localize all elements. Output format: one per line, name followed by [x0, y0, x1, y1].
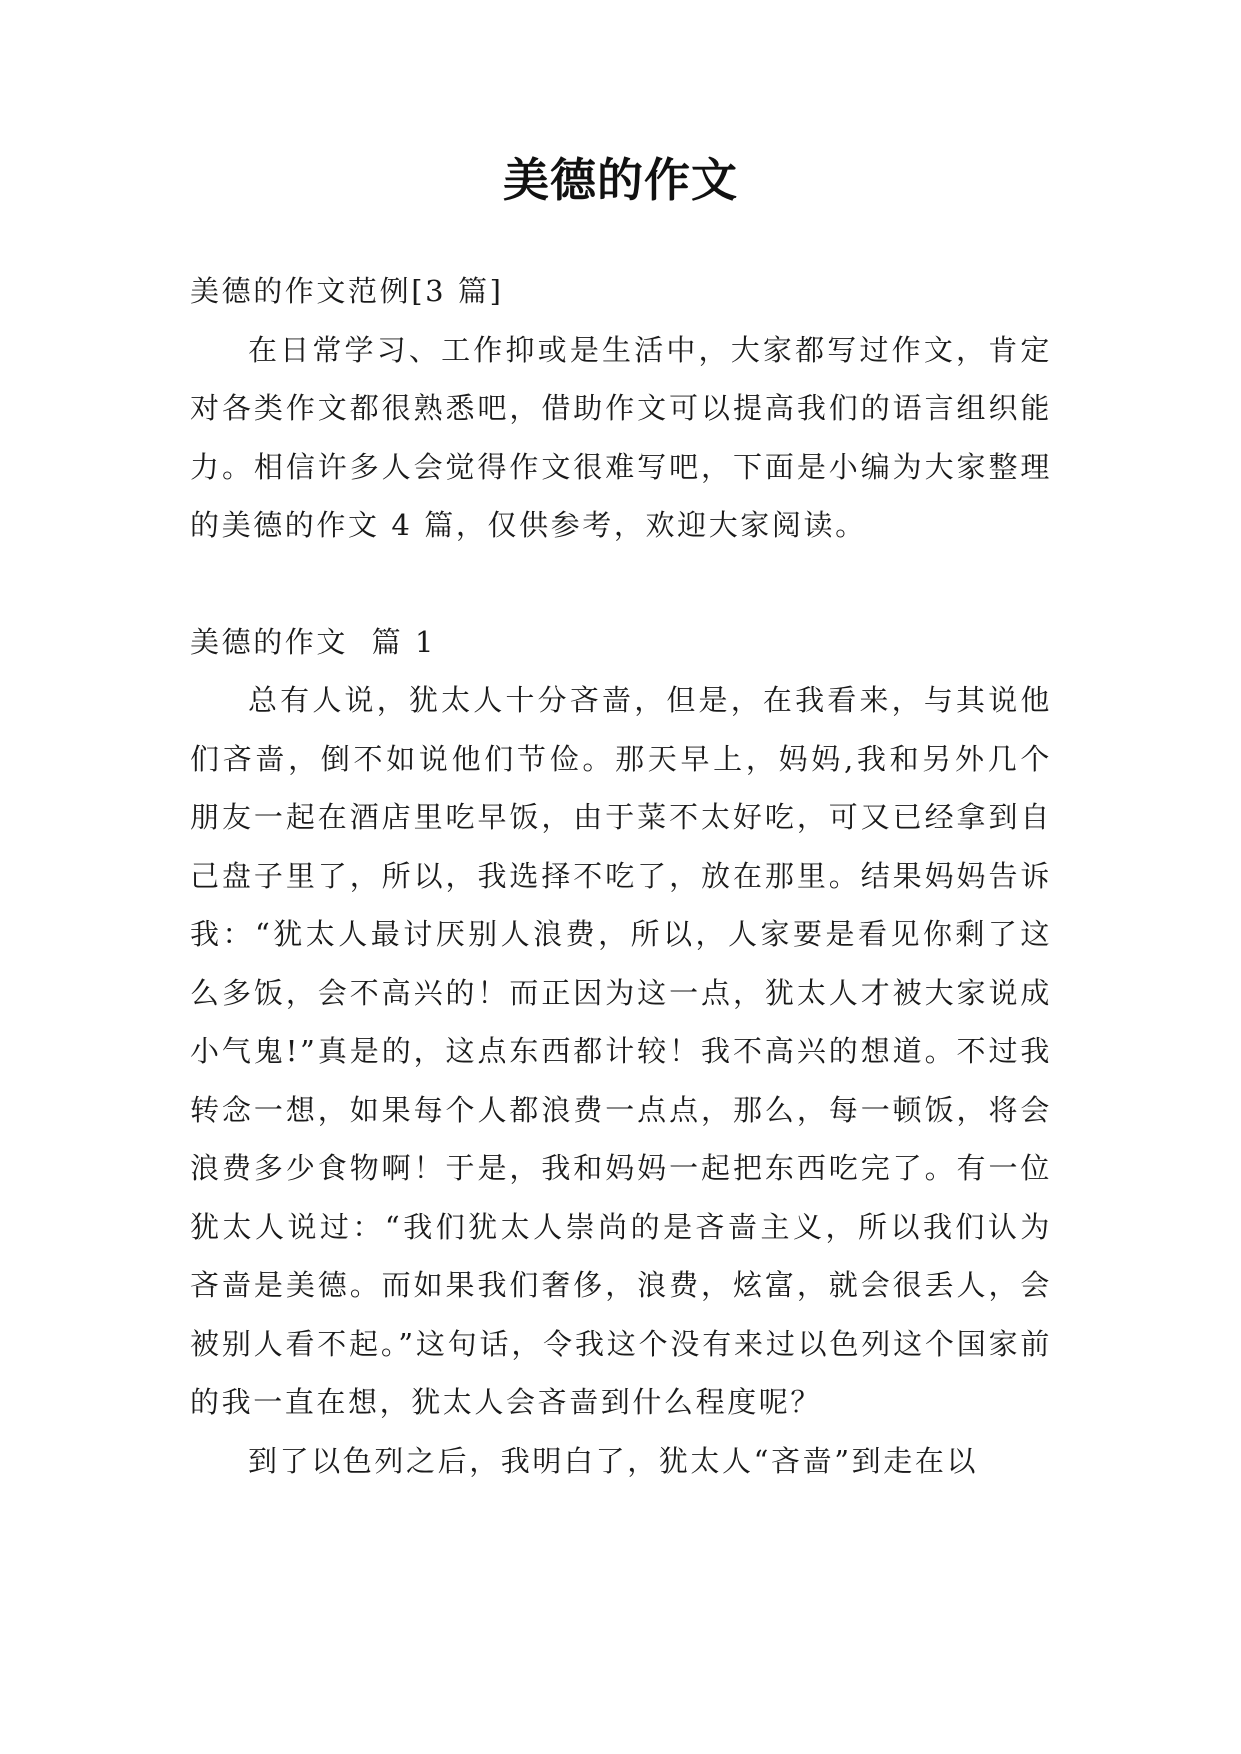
document-title: 美德的作文	[503, 153, 738, 207]
document-subtitle: 美德的作文范例[3 篇]	[190, 274, 504, 308]
section-heading: 美德的作文 篇 1	[190, 624, 437, 659]
intro-paragraph: 在日常学习、工作抑或是生活中，大家都写过作文，肯定对各类作文都很熟悉吧，借助作文可以提高我们的语言组织能力。相信许多人会觉得作文很难写吧，下面是小编为大家整理的美德的作文 4 篇，仅供参考，欢迎大家阅读。	[190, 332, 1052, 542]
document-body	[190, 262, 1052, 1490]
body-paragraph: 总有人说，犹太人十分吝啬，但是，在我看来，与其说他们吝啬，倒不如说他们节俭。那天早上，妈妈,我和另外几个朋友一起在酒店里吃早饭，由于菜不太好吃，可又已经拿到自己盘子里了，所以，我选择不吃了，放在那里。结果妈妈告诉我：“犹太人最讨厌别人浪费，所以，人家要是看见你剩了这么多饭，会不高兴的！而正因为这一点，犹太人才被大家说成小气鬼!”真是的，这点东西都计较！我不高兴的想道。不过我转念一想，如果每个人都浪费一点点，那么，每一顿饭，将会浪费多少食物啊！于是，我和妈妈一起把东西吃完了。有一位犹太人说过：“我们犹太人崇尚的是吝啬主义，所以我们认为吝啬是美德。而如果我们奢侈，浪费，炫富，就会很丢人，会被别人看不起。”这句话，令我这个没有来过以色列这个国家前的我一直在想，犹太人会吝啬到什么程度呢？	[190, 683, 1052, 1419]
section-spacer	[190, 555, 1052, 613]
body-paragraph: 到了以色列之后，我明白了，犹太人“吝啬”到走在以	[248, 1443, 979, 1478]
